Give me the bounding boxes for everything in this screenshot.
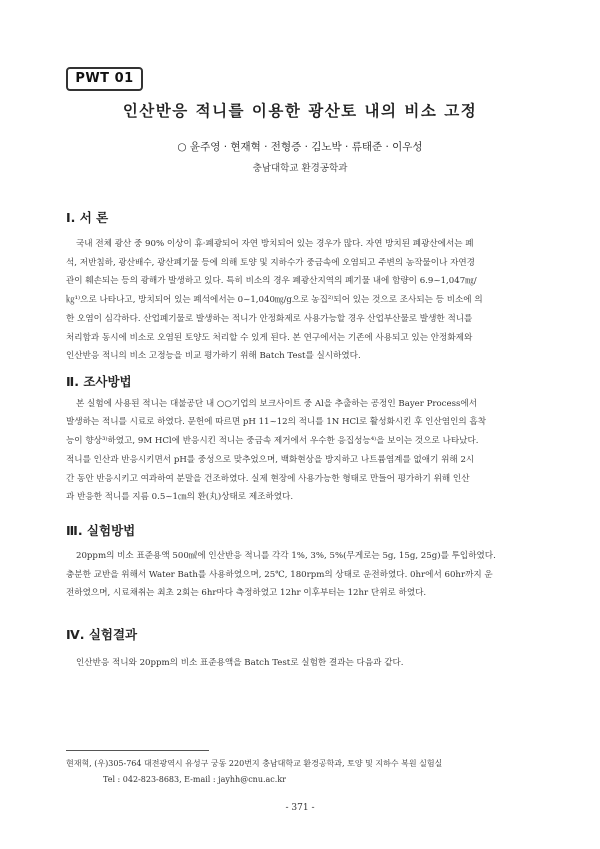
- body-line: 간 동안 반응시키고 여과하여 분말을 건조하였다. 실제 현장에 사용가능한 형태로 만들어 평가하기 위해 인산: [66, 473, 470, 484]
- section-body-experiment: [66, 547, 536, 603]
- section-heading-methods: Ⅱ. 조사방법: [66, 374, 132, 389]
- body-line: 과 반응한 적니를 지름 0.5~1㎝의 환(丸)상태로 제조하였다.: [66, 492, 294, 503]
- paper-title: 인산반응 적니를 이용한 광산토 내의 비소 고정: [122, 101, 478, 120]
- section-body-introduction: [66, 235, 536, 366]
- body-line: 전하였으며, 시료채취는 최초 2회는 6hr마다 측정하였고 12hr 이후부터는 12hr 단위로 하였다.: [66, 588, 427, 599]
- page-number: - 371 -: [285, 803, 315, 813]
- body-line: 발생하는 적니를 시료로 하였다. 문헌에 따르면 pH 11~12의 적니를 1N HCl로 활성화시킨 후 인산염인의 흡착: [66, 417, 487, 428]
- body-line: 관이 훼손되는 등의 광해가 발생하고 있다. 특히 비소의 경우 폐광산지역의 폐기물 내에 함량이 6.9~1,047㎎/: [66, 276, 477, 287]
- body-line: 인산반응 적니와 20ppm의 비소 표준용액을 Batch Test로 실험한 결과는 다음과 같다.: [76, 658, 404, 668]
- body-line: 국내 전체 광산 중 90% 이상이 휴·폐광되어 자연 방치되어 있는 경우가 많다. 자연 방치된 폐광산에서는 폐: [76, 239, 474, 249]
- section-heading-introduction: Ⅰ. 서 론: [66, 210, 109, 225]
- body-line: 석, 저반침하, 광산배수, 광산폐기물 등에 의해 토양 및 지하수가 중금속에 오염되고 주변의 농작물이나 자연경: [66, 257, 475, 268]
- body-line: 처리함과 동시에 비소로 오염된 토양도 처리할 수 있게 된다. 본 연구에서는 기존에 사용되고 있는 안정화제와: [66, 332, 473, 343]
- section-tag: PWT 01: [66, 67, 143, 91]
- footnote-contact: Tel : 042-823-8683, E-mail : jayhh@cnu.ac.kr: [103, 775, 286, 784]
- section-heading-experiment: Ⅲ. 실험방법: [66, 523, 136, 538]
- footnote-address: 현재혁, (우)305-764 대전광역시 유성구 궁동 220번지 충남대학교 환경공학과, 토양 및 지하수 복원 실험실: [66, 759, 443, 768]
- footnote-divider: [66, 750, 209, 751]
- body-line: 충분한 교반을 위해서 Water Bath를 사용하였으며, 25℃, 180rpm의 상태로 운전하였다. 0hr에서 60hr까지 운: [66, 569, 493, 580]
- body-line: 적니를 인산과 반응시키면서 pH를 중성으로 맞추었으며, 백화현상을 방지하고 나트륨염계를 없애기 위해 2시: [66, 454, 475, 465]
- body-line: 능이 향상³⁾하였고, 9M HCl에 반응시킨 적니는 중금속 제거에서 우수한 응집성능⁴⁾을 보이는 것으로 나타났다.: [66, 436, 479, 447]
- body-line: ㎏¹⁾으로 나타나고, 방치되어 있는 폐석에서는 0~1,040㎎/g으로 농집²⁾되어 있는 것으로 조사되는 등 비소에 의: [66, 295, 483, 306]
- body-line: 한 오염이 심각하다. 산업폐기물로 발생하는 적니가 안정화제로 사용가능할 경우 산업부산물로 발생한 적니를: [66, 313, 473, 324]
- body-line: 인산반응 적니의 비소 고정능을 비교 평가하기 위해 Batch Test를 실시하였다.: [66, 351, 361, 362]
- footnote: [66, 756, 442, 788]
- body-line: 본 실험에 사용된 적니는 대불공단 내 ○○기업의 보크사이트 중 Al을 추출하는 공정인 Bayer Process에서: [76, 398, 477, 409]
- affiliation: 충남대학교 환경공학과: [252, 163, 348, 174]
- body-line: 20ppm의 비소 표준용액 500㎖에 인산반응 적니를 각각 1%, 3%, 5%(무게로는 5g, 15g, 25g)를 투입하였다.: [76, 551, 496, 561]
- section-body-results: [66, 654, 536, 673]
- section-heading-results: Ⅳ. 실험결과: [66, 627, 138, 642]
- methods-block: [66, 376, 536, 507]
- author-list: ○ 윤주영 · 현재혁 · 전형증 · 김노박 · 류태준 · 이우성: [177, 141, 423, 153]
